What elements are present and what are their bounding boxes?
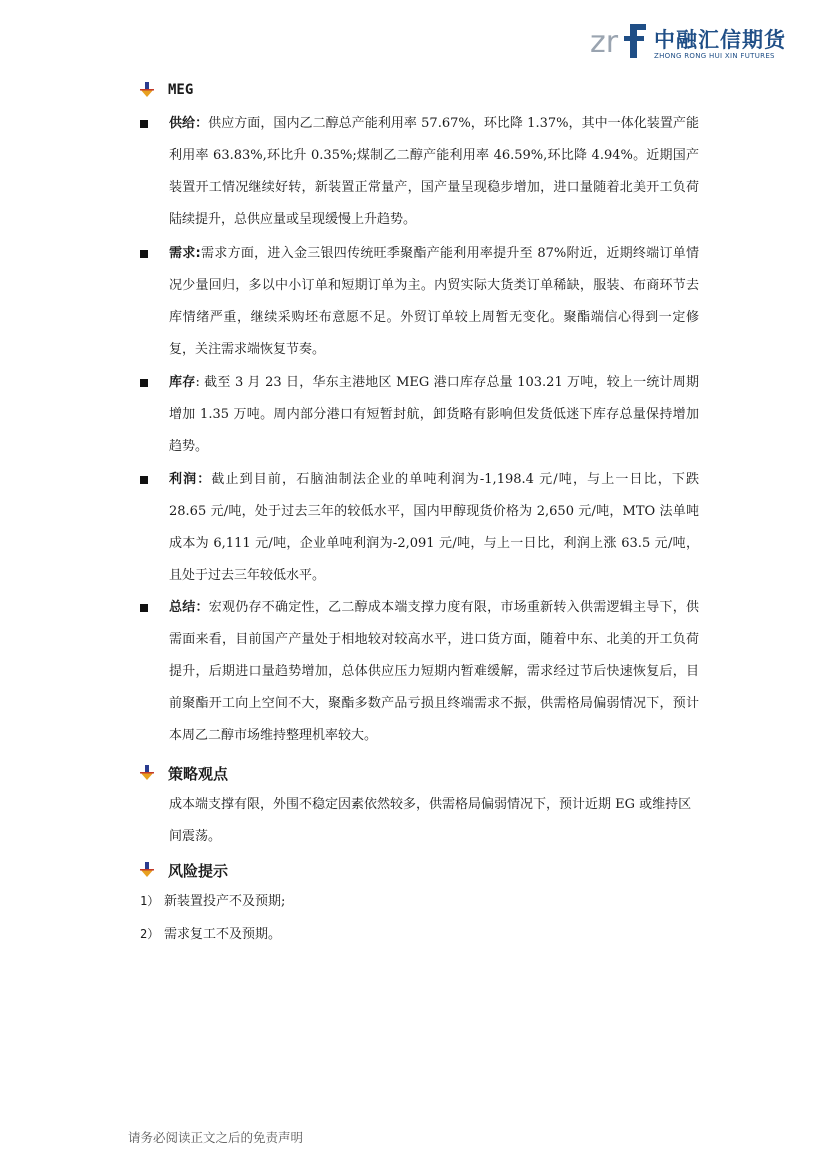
- risk-item: [140, 918, 281, 951]
- paragraph-label: 总结：: [169, 600, 209, 615]
- section-title: MEG: [168, 82, 194, 98]
- disclaimer-footer: 请务必阅读正文之后的免责声明: [128, 1130, 304, 1145]
- arrow-down-icon: [140, 862, 154, 878]
- paragraph-demand: [169, 238, 699, 366]
- paragraph-profit: [169, 464, 699, 592]
- logo-chinese-name: 中融汇信期货: [654, 28, 786, 52]
- section-title: 策略观点: [168, 764, 229, 783]
- logo-english-name: ZHONG RONG HUI XIN FUTURES: [654, 52, 775, 60]
- bullet-square-icon: [140, 120, 148, 128]
- zrf-logo-icon: [590, 20, 650, 60]
- paragraph-inventory: [169, 367, 699, 463]
- bullet-square-icon: [140, 476, 148, 484]
- risk-item-text: 新装置投产不及预期;: [164, 894, 286, 909]
- paragraph-label: 利润：: [169, 472, 212, 487]
- section-heading-meg: [140, 79, 193, 101]
- section-heading-strategy: [140, 762, 228, 784]
- paragraph-summary: [169, 592, 699, 752]
- paragraph-text: 需求方面，进入金三银四传统旺季聚酯产能利用率提升至 87%附近，近期终端订单情况少量回归，多以中小订单和短期订单为主。内贸实际大货类订单稀缺，服装、布商环节去库情绪严重，继续采购坯布意愿不足。外贸订单较上周暂无变化。聚酯端信心得到一定修复，关注需求端恢复节奏。: [169, 246, 700, 357]
- paragraph-strategy: 成本端支撑有限，外围不稳定因素依然较多，供需格局偏弱情况下，预计近期 EG 或维持区间震荡。: [169, 797, 692, 844]
- risk-item-number: 1）: [140, 894, 160, 908]
- arrow-down-icon: [140, 765, 154, 781]
- paragraph-label: 需求:: [169, 246, 201, 261]
- paragraph-text: : 截至 3 月 23 日，华东主港地区 MEG 港口库存总量 103.21 万吨，较上一统计周期增加 1.35 万吨。周内部分港口有短暂封航，卸货略有影响但发货低迷下库存总量保持增加趋势。: [169, 375, 699, 454]
- bullet-square-icon: [140, 604, 148, 612]
- section-heading-risk: [140, 859, 228, 881]
- section-title: 风险提示: [168, 861, 229, 880]
- paragraph-label: 库存: [169, 375, 196, 390]
- paragraph-supply: [169, 108, 699, 236]
- bullet-square-icon: [140, 379, 148, 387]
- risk-item: [140, 885, 285, 918]
- paragraph-text: 宏观仍存不确定性，乙二醇成本端支撑力度有限，市场重新转入供需逻辑主导下，供需面来看，目前国产产量处于相地较对较高水平，进口货方面，随着中东、北美的开工负荷提升，后期进口量趋势增加，总体供应压力短期内暂难缓解，需求经过节后快速恢复后，目前聚酯开工向上空间不大，聚酯多数产品亏损且终端需求不振，供需格局偏弱情况下，预计本周乙二醇市场维持整理机率较大。: [169, 600, 699, 743]
- paragraph-text: 供应方面，国内乙二醇总产能利用率 57.67%，环比降 1.37%，其中一体化装置产能利用率 63.83%,环比升 0.35%;煤制乙二醇产能利用率 46.59%,环比降 4.94%。近期国产装置开工情况继续好转，新装置正常量产，国产量呈现稳步增加，进口量随着北美开工负荷陆续提升，总供应量或呈现缓慢上升趋势。: [169, 116, 699, 227]
- paragraph-label: 供给：: [169, 116, 209, 131]
- risk-item-number: 2）: [140, 927, 160, 941]
- svg-text:zr: zr: [590, 25, 619, 60]
- risk-item-text: 需求复工不及预期。: [164, 927, 282, 942]
- company-logo: [590, 18, 790, 66]
- arrow-down-icon: [140, 82, 154, 98]
- paragraph-text: 截止到目前，石脑油制法企业的单吨利润为-1,198.4 元/吨，与上一日比，下跌 28.65 元/吨，处于过去三年的较低水平，国内甲醇现货价格为 2,650 元/吨，MTO 法单吨成本为 6,111 元/吨，企业单吨利润为-2,091 元/吨，与上一日比，利润上涨 63.5 元/吨，且处于过去三年较低水平。: [169, 472, 699, 583]
- bullet-square-icon: [140, 250, 148, 258]
